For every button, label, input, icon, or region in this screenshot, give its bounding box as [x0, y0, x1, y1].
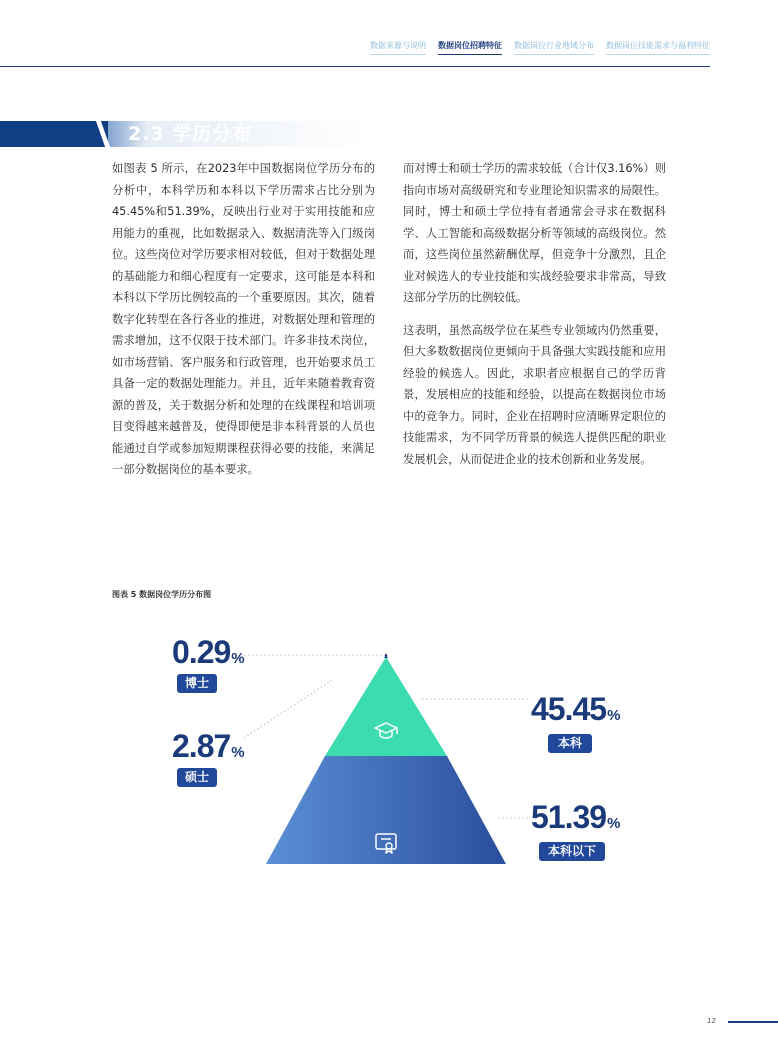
paragraph: 这表明，虽然高级学位在某些专业领域内仍然重要，但大多数数据岗位更倾向于具备强大实践技能和应用经验的候选人。因此，求职者应根据自己的学历背景，发展相应的技能和经验，以提高在数据岗位市场中的竞争力。同时，企业在招聘时应清晰界定职位的技能需求，为不同学历背景的候选人提供匹配的职业发展机会，从而促进企业的技术创新和业务发展。	[403, 323, 666, 466]
master-tag: 硕士	[177, 768, 217, 787]
master-value: 2.87	[172, 728, 231, 764]
bachelor-percentage	[531, 691, 619, 728]
education-pyramid-chart	[240, 640, 540, 880]
bachelor-unit: %	[607, 707, 620, 724]
below-bachelor-unit: %	[607, 815, 620, 832]
page-number: 12	[707, 1017, 716, 1025]
figure-caption: 图表 5 数据岗位学历分布图	[112, 590, 212, 599]
master-connector	[244, 680, 332, 738]
nav-item-skills-benefits[interactable]: 数据岗位技能需求与福利特征	[606, 40, 710, 55]
header-rule	[0, 66, 710, 67]
phd-tag: 博士	[177, 674, 217, 693]
paragraph: 如图表 5 所示，在2023年中国数据岗位学历分布的分析中，本科学历和本科以下学历需求占比分别为45.45%和51.39%，反映出行业对于实用技能和应用能力的重视，比如数据录入、数据清洗等入门级岗位。这些岗位对学历要求相对较低，但对于数据处理的基础能力和细心程度有一定要求，这可能是本科和本科以下学历比例较高的一个重要原因。其次，随着数字化转型在各行各业的推进，对数据处理和管理的需求增加，这不仅限于技术部门。许多非技术岗位，如市场营销、客户服务和行政管理，也开始要求员工具备一定的数据处理能力。并且，近年来随着教育资源的普及，关于数据分析和处理的在线课程和培训项目变得越来越普及，使得即便是非本科背景的人员也能通过自学或参加短期课程获得必要的技能，来满足一部分数据岗位的基本要求。	[112, 162, 375, 476]
page-footer-rule	[728, 1021, 778, 1023]
pyramid-tier-phd	[385, 653, 388, 656]
nav-item-industry-region[interactable]: 数据岗位行业地域分布	[514, 40, 594, 55]
below-bachelor-percentage	[531, 799, 619, 836]
bachelor-tag: 本科	[548, 734, 592, 753]
master-unit: %	[231, 744, 244, 761]
pyramid-tier-bachelor	[325, 657, 447, 756]
below-bachelor-tag: 本科以下	[539, 842, 605, 861]
body-column-left	[112, 158, 375, 492]
phd-percentage	[172, 634, 244, 671]
master-percentage	[172, 728, 244, 765]
section-title: 2.3 学历分布	[128, 123, 253, 145]
header-nav	[370, 40, 710, 55]
phd-value: 0.29	[172, 634, 231, 670]
phd-unit: %	[231, 650, 244, 667]
below-bachelor-value: 51.39	[531, 799, 607, 835]
bachelor-value: 45.45	[531, 691, 607, 727]
nav-item-recruitment-features[interactable]: 数据岗位招聘特征	[438, 40, 502, 55]
body-column-right	[403, 158, 666, 481]
paragraph: 而对博士和硕士学历的需求较低（合计仅3.16%）则指向市场对高级研究和专业理论知识需求的局限性。同时，博士和硕士学位持有者通常会寻求在数据科学、人工智能和高级数据分析等领域的高级岗位。然而，这些岗位虽然薪酬优厚，但竞争十分激烈，且企业对候选人的专业技能和实战经验要求非常高，导致这部分学历的比例较低。	[403, 162, 666, 304]
nav-item-data-source[interactable]: 数据来源与说明	[370, 40, 426, 55]
